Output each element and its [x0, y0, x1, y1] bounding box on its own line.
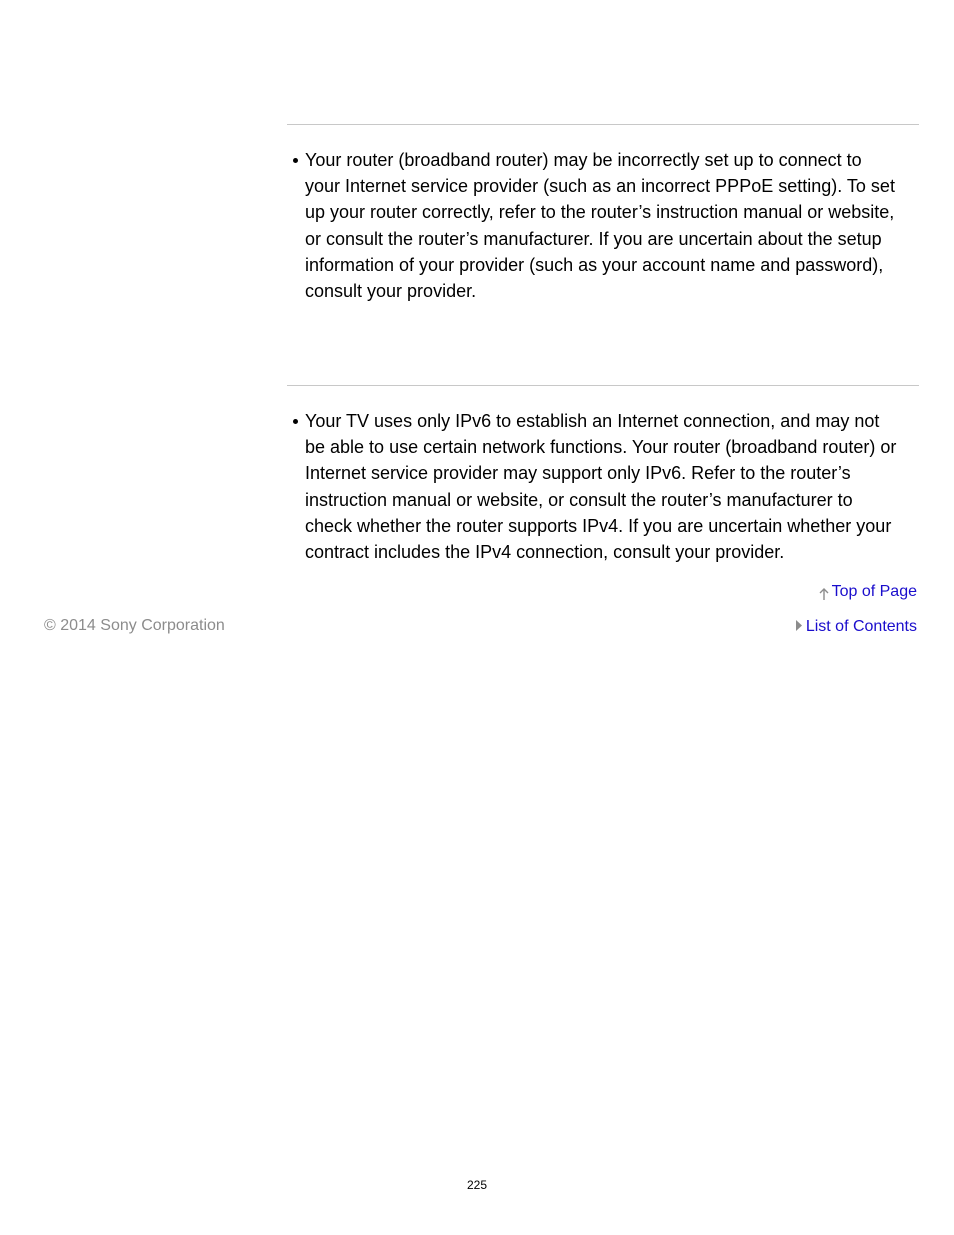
- section-divider: [287, 124, 919, 125]
- bullet-dot-icon: [293, 419, 298, 424]
- page-number: 225: [466, 1178, 488, 1192]
- bullet-text: Your TV uses only IPv6 to establish an Internet connection, and may not be able to use certain network functions. Your router (broadband router) or Internet service provider may support only IPv6. Refer to the router’s instruction manual or website, or consult the router’s manufacturer to check whether the router supports IPv4. If you are uncertain whether your contract includes the IPv4 connection, consult your provider.: [305, 411, 897, 563]
- top-of-page-link[interactable]: [819, 582, 917, 602]
- bullet-item: [291, 147, 921, 304]
- right-triangle-icon: [796, 620, 803, 631]
- top-of-page-label: Top of Page: [831, 583, 917, 600]
- section-divider: [287, 385, 919, 386]
- list-of-contents-label: List of Contents: [805, 618, 917, 635]
- bullet-dot-icon: [293, 158, 298, 163]
- bullet-text: Your router (broadband router) may be incorrectly set up to connect to your Internet service provider (such as an incorrect PPPoE setting). To set up your router correctly, refer to the router’s instruction manual or website, or consult the router’s manufacturer. If you are uncertain about the setup information of your provider (such as your account name and password), consult your provider.: [305, 150, 895, 302]
- copyright: © 2014 Sony Corporation: [44, 617, 225, 634]
- bullet-item: [291, 408, 921, 565]
- list-of-contents-link[interactable]: [796, 617, 917, 637]
- up-arrow-icon: [819, 587, 829, 600]
